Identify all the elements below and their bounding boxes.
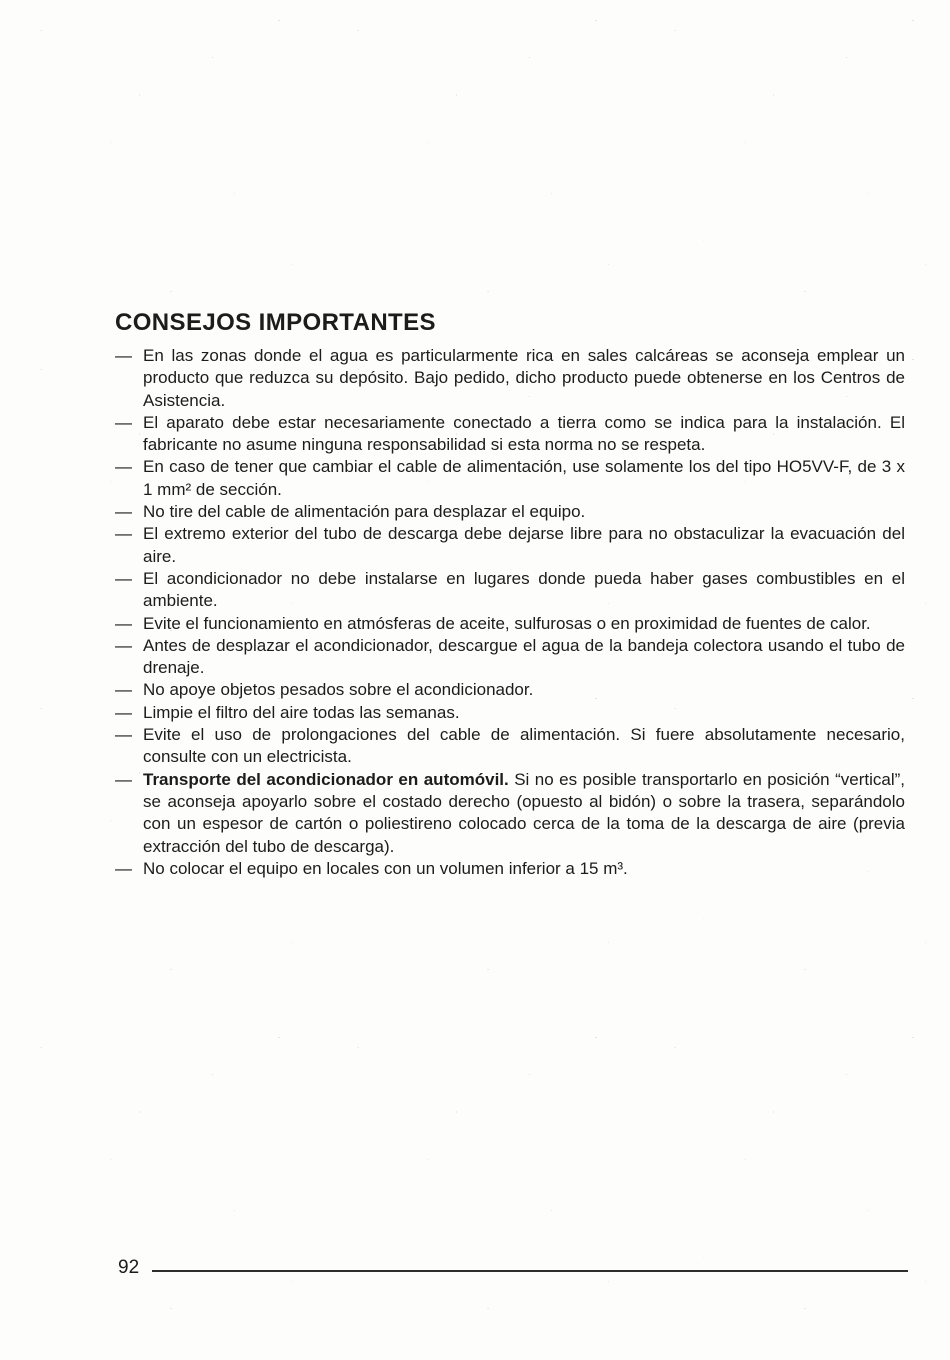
item-text xyxy=(143,724,905,769)
dash-bullet: — xyxy=(115,524,132,544)
item-text xyxy=(143,501,905,523)
item-text-content: Evite el funcionamiento en atmósferas de aceite, sulfurosas o en proximidad de fuentes de calor. xyxy=(143,613,871,633)
list-item xyxy=(115,679,905,701)
page-footer xyxy=(118,1257,908,1279)
dash-bullet: — xyxy=(115,702,132,722)
item-text xyxy=(143,456,905,501)
advice-list xyxy=(115,345,905,880)
dash-bullet: — xyxy=(115,769,132,789)
item-text xyxy=(143,769,905,858)
list-item xyxy=(115,724,905,769)
item-text xyxy=(143,613,905,635)
item-text xyxy=(143,412,905,457)
dash-bullet: — xyxy=(115,725,132,745)
item-text xyxy=(143,679,905,701)
dash-bullet: — xyxy=(115,457,132,477)
list-item xyxy=(115,702,905,724)
item-text-content: No apoye objetos pesados sobre el acondicionador. xyxy=(143,680,534,700)
dash-bullet: — xyxy=(115,613,132,633)
dash-bullet: — xyxy=(115,502,132,522)
dash-bullet: — xyxy=(115,635,132,655)
footer-rule xyxy=(152,1270,908,1272)
page-title: CONSEJOS IMPORTANTES xyxy=(115,309,436,337)
item-text xyxy=(143,858,905,880)
item-text-content: El acondicionador no debe instalarse en lugares donde pueda haber gases combustibles en el ambiente. xyxy=(143,568,905,611)
item-text-content: Si no es posible transportarlo en posición “vertical”, se aconseja apoyarlo sobre el costado derecho (opuesto al bidón) o sobre la trasera, separándolo con un espesor de cartón o poliestireno colocado cerca de la toma de la descarga de aire (previa extracción del tubo de descarga). xyxy=(143,769,905,856)
item-text xyxy=(143,523,905,568)
item-text-content: No tire del cable de alimentación para desplazar el equipo. xyxy=(143,502,586,522)
list-item xyxy=(115,345,905,412)
dash-bullet: — xyxy=(115,568,132,588)
item-text xyxy=(143,345,905,412)
item-text-content: No colocar el equipo en locales con un volumen inferior a 15 m³. xyxy=(143,858,628,878)
list-item xyxy=(115,456,905,501)
list-item xyxy=(115,523,905,568)
list-item xyxy=(115,635,905,680)
list-item xyxy=(115,568,905,613)
list-item xyxy=(115,858,905,880)
dash-bullet: — xyxy=(115,680,132,700)
list-item xyxy=(115,412,905,457)
item-text-content: El extremo exterior del tubo de descarga debe dejarse libre para no obstaculizar la evacuación del aire. xyxy=(143,524,905,566)
list-item xyxy=(115,769,905,858)
item-text-content: En caso de tener que cambiar el cable de alimentación, use solamente los del tipo HO5VV-F, de 3 x 1 mm² de sección. xyxy=(143,457,905,499)
item-text-content: Limpie el filtro del aire todas las semanas. xyxy=(143,702,460,722)
bold-lead: Transporte del acondicionador en automóvil. xyxy=(143,769,509,789)
item-text xyxy=(143,702,905,724)
dash-bullet: — xyxy=(115,858,132,878)
item-text-content: El aparato debe estar necesariamente conectado a tierra como se indica para la instalación. El fabricante no asume ninguna responsabilidad si esta norma no se respeta. xyxy=(143,412,905,455)
list-item xyxy=(115,501,905,523)
dash-bullet: — xyxy=(115,412,132,432)
page-number: 92 xyxy=(118,1257,140,1278)
item-text-content: En las zonas donde el agua es particularmente rica en sales calcáreas se aconseja emplear un producto que reduzca su depósito. Bajo pedido, dicho producto puede obtenerse en los Centros de Asistencia. xyxy=(143,346,905,410)
item-text-content: Antes de desplazar el acondicionador, descargue el agua de la bandeja colectora usando el tubo de drenaje. xyxy=(143,635,905,678)
item-text xyxy=(143,635,905,680)
item-text xyxy=(143,568,905,613)
list-item xyxy=(115,613,905,635)
item-text-content: Evite el uso de prolongaciones del cable de alimentación. Si fuere absolutamente necesario, consulte con un electricista. xyxy=(143,725,905,767)
dash-bullet: — xyxy=(115,346,132,365)
